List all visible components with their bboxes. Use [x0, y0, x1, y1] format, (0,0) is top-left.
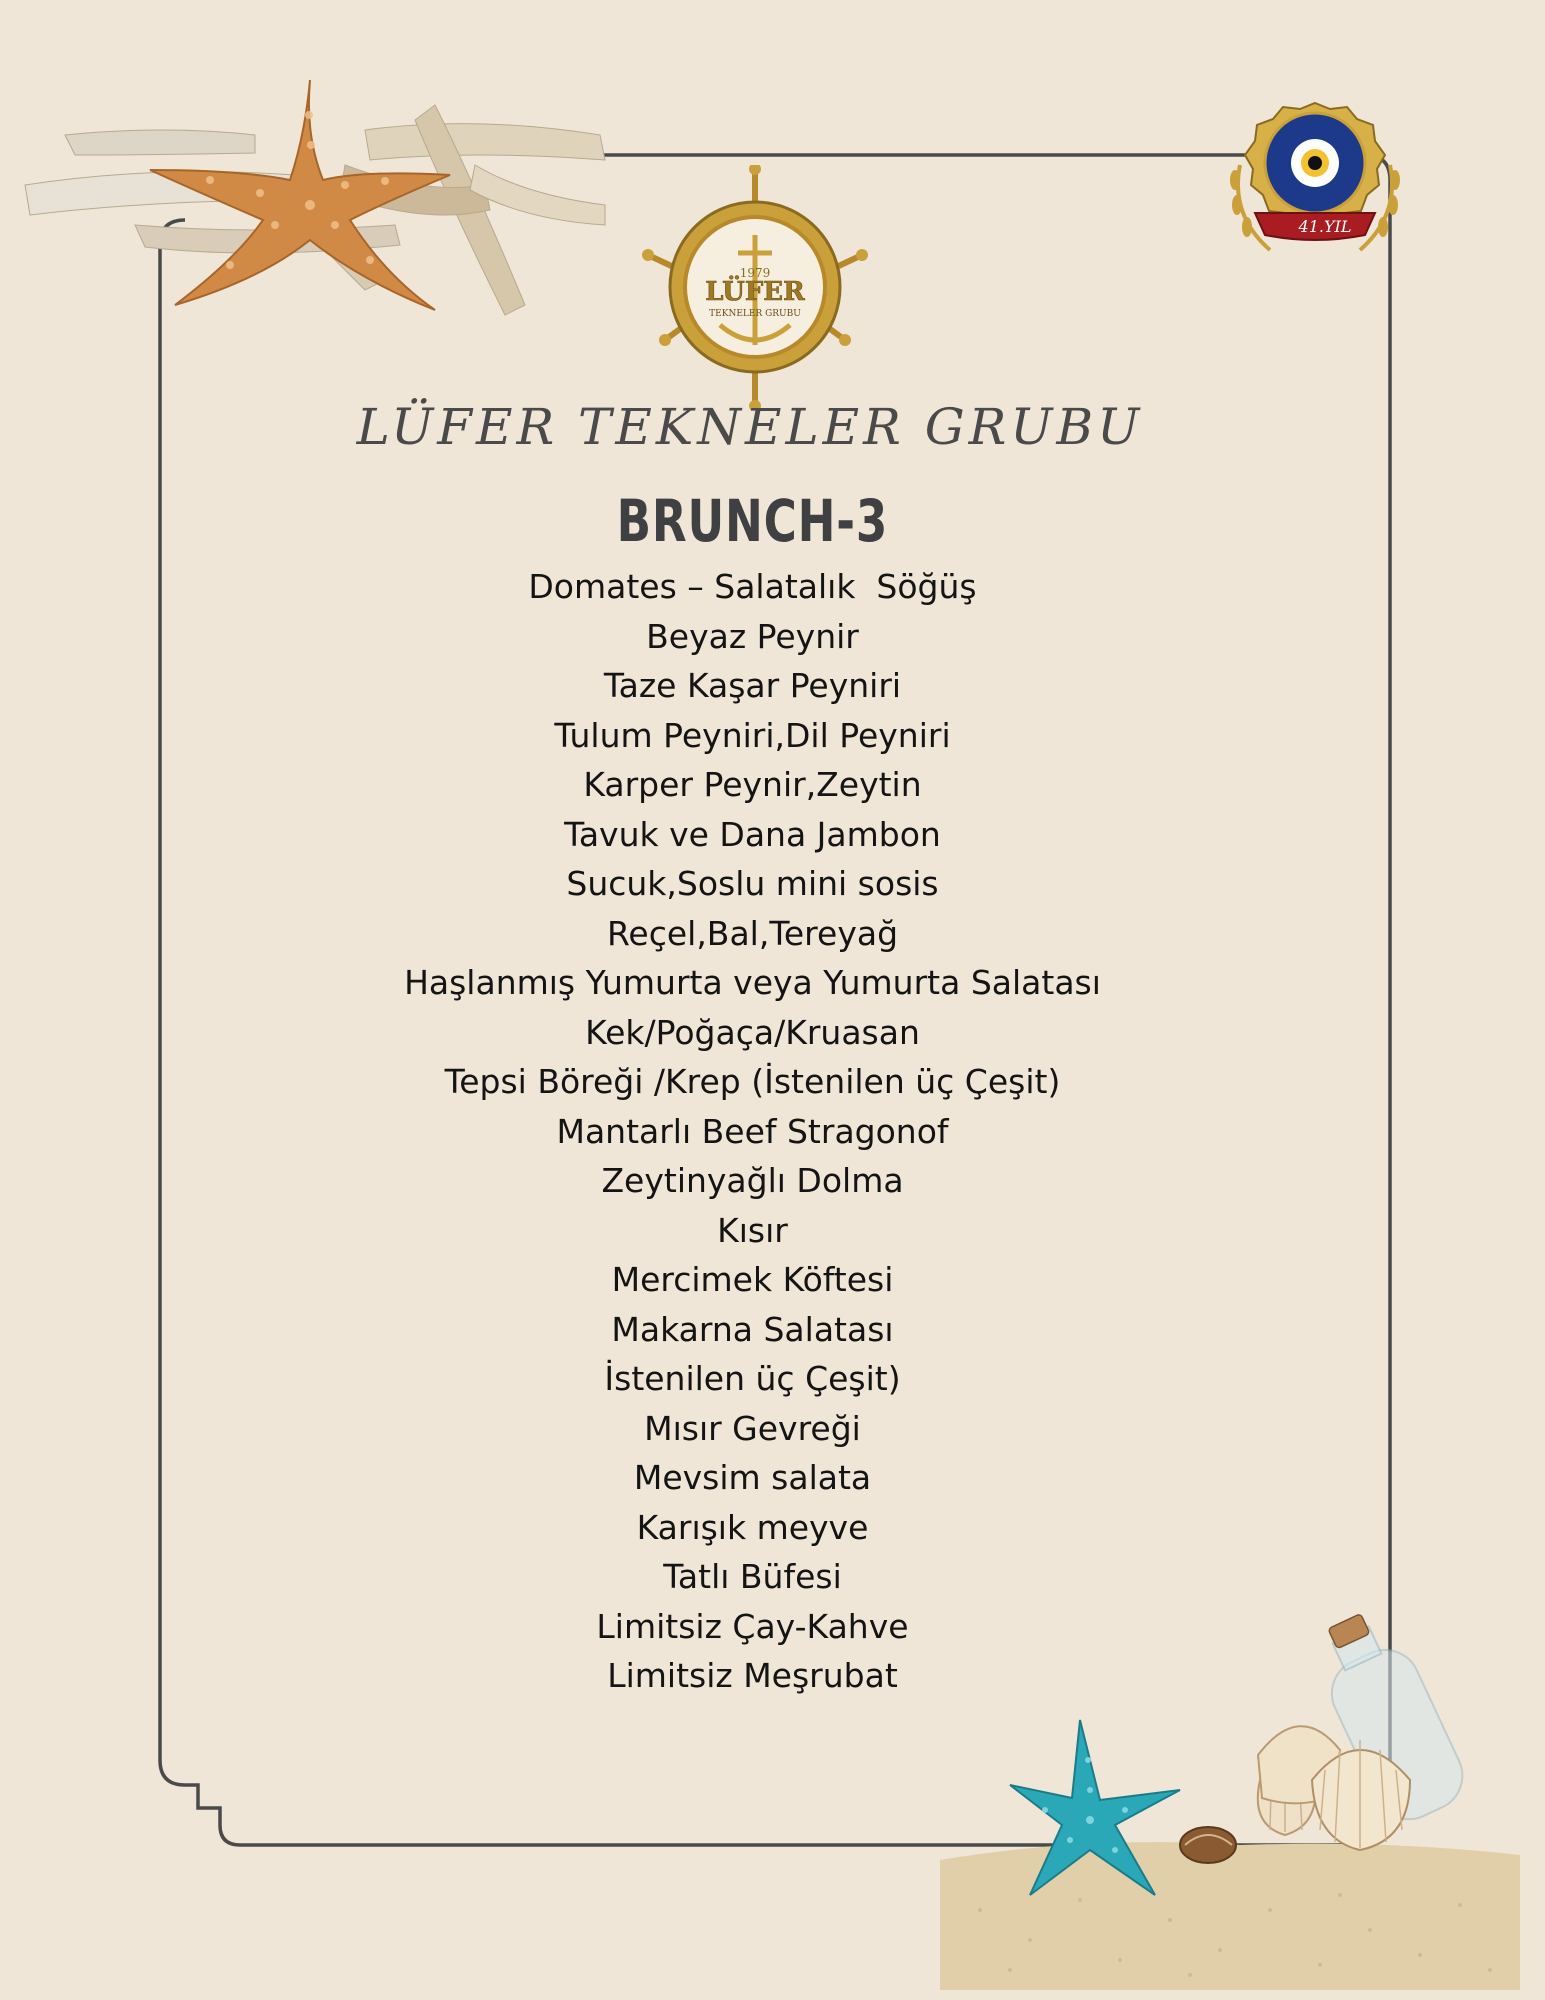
- menu-item: Sucuk,Soslu mini sosis: [566, 864, 939, 903]
- badge-text: 41.YIL: [1298, 217, 1352, 236]
- menu-item: Reçel,Bal,Tereyağ: [606, 913, 899, 953]
- logo-text: LÜFER: [705, 277, 805, 307]
- menu-item: Makarna Salatası: [611, 1309, 894, 1349]
- evil-eye-badge-icon: [1215, 95, 1415, 265]
- logo-subtext: TEKNELER GRUBU: [709, 309, 801, 319]
- menu-item: Mantarlı Beef Stragonof: [556, 1111, 949, 1151]
- menu-item: Limitsiz Meşrubat: [607, 1656, 898, 1695]
- brand-name: LÜFER TEKNELER GRUBU: [356, 398, 1144, 456]
- menu-item: Zeytinyağlı Dolma: [601, 1161, 904, 1200]
- menu-item: Taze Kaşar Peyniri: [603, 666, 902, 705]
- menu-item: Kısır: [717, 1210, 788, 1250]
- logo-year: 1979: [739, 266, 771, 280]
- menu-item: Karper Peynir,Zeytin: [583, 765, 922, 804]
- menu-item: Karışık meyve: [636, 1507, 869, 1547]
- menu-item: Tepsi Böreği /Krep (İstenilen üç Çeşit): [444, 1062, 1061, 1101]
- ship-wheel-logo-icon: [640, 165, 870, 410]
- menu-item-list: [0, 562, 1505, 1701]
- menu-item: Kek/Poğaça/Kruasan: [585, 1012, 920, 1052]
- menu-item: Mevsim salata: [633, 1458, 872, 1497]
- menu-item: İstenilen üç Çeşit): [604, 1359, 901, 1398]
- menu-item: Mercimek Köftesi: [611, 1260, 894, 1299]
- menu-item: Beyaz Peynir: [646, 616, 859, 656]
- seashells-sand-icon: [940, 1610, 1520, 1990]
- menu-item: Tatlı Büfesi: [663, 1557, 842, 1596]
- menu-title: BRUNCH-3: [616, 487, 889, 555]
- menu-item: Haşlanmış Yumurta veya Yumurta Salatası: [404, 963, 1101, 1002]
- menu-item: Limitsiz Çay-Kahve: [596, 1606, 909, 1646]
- menu-item: Tavuk ve Dana Jambon: [564, 814, 941, 854]
- menu-item: Domates – Salatalık Söğüş: [528, 567, 977, 606]
- starfish-driftwood-icon: [5, 75, 625, 335]
- menu-item: Tulum Peyniri,Dil Peyniri: [554, 715, 951, 755]
- menu-item: Mısır Gevreği: [644, 1408, 861, 1448]
